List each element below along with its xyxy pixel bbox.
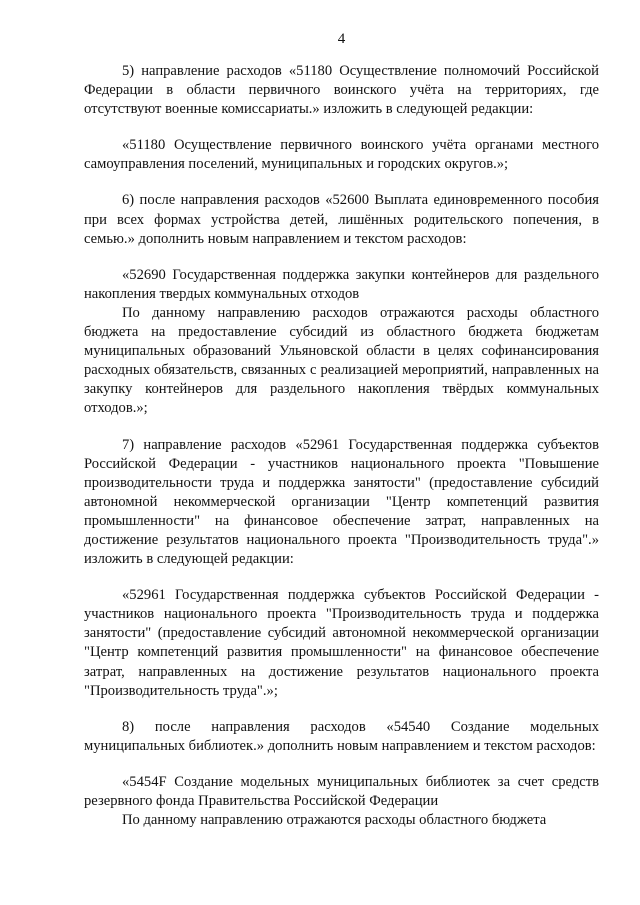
paragraph-item-5: 5) направление расходов «51180 Осуществление полномочий Российской Федерации в области первичного воинского учёта на территориях, где отсутствуют военные комиссариаты.» изложить в следующей редакции: xyxy=(84,63,599,118)
paragraph-new-52961: «52961 Государственная поддержка субъектов Российской Федерации - участников национального проекта "Производительность труда и поддержка занятости" (предоставление субсидий автономной некоммерческой организации "Центр компетенций развития промышленности" на финансовое обеспечение затрат, направленных на достижение результатов национального проекта "Производительность труда".»; xyxy=(84,587,599,699)
document-page xyxy=(84,30,599,830)
paragraph-new-51180: «51180 Осуществление первичного воинского учёта органами местного самоуправления поселений, муниципальных и городских округов.»; xyxy=(84,137,599,173)
paragraph-5454F-description: По данному направлению отражаются расходы областного бюджета xyxy=(122,812,547,829)
paragraph-new-5454F: «5454F Создание модельных муниципальных библиотек за счет средств резервного фонда Правительства Российской Федерации xyxy=(84,773,599,809)
paragraph-item-8: 8) после направления расходов «54540 Создание модельных муниципальных библиотек.» дополнить новым направлением и текстом расходов: xyxy=(84,718,599,754)
page-number: 4 xyxy=(337,31,346,47)
paragraph-item-6: 6) после направления расходов «52600 Выплата единовременного пособия при всех формах устройства детей, лишённых родительского попечения, в семью.» дополнить новым направлением и текстом расходов: xyxy=(84,192,599,247)
paragraph-52690-description: По данному направлению расходов отражаются расходы областного бюджета на предоставление субсидий из областного бюджета бюджетам муниципальных образований Ульяновской области в целях софинансирования расходных обязательств, связанных с реализацией мероприятий, направленных на закупку контейнеров для раздельного накопления твёрдых коммунальных отходов.»; xyxy=(84,304,599,417)
paragraph-item-7: 7) направление расходов «52961 Государственная поддержка субъектов Российской Федерации - участников национального проекта "Повышение производительности труда и поддержка занятости" (предоставление субсидий автономной некоммерческой организации "Центр компетенций развития промышленности" на финансовое обеспечение затрат, направленных на достижение результатов национального проекта "Производительность труда".» изложить в следующей редакции: xyxy=(84,436,599,568)
paragraph-new-52690: «52690 Государственная поддержка закупки контейнеров для раздельного накопления твердых коммунальных отходов xyxy=(84,266,599,302)
